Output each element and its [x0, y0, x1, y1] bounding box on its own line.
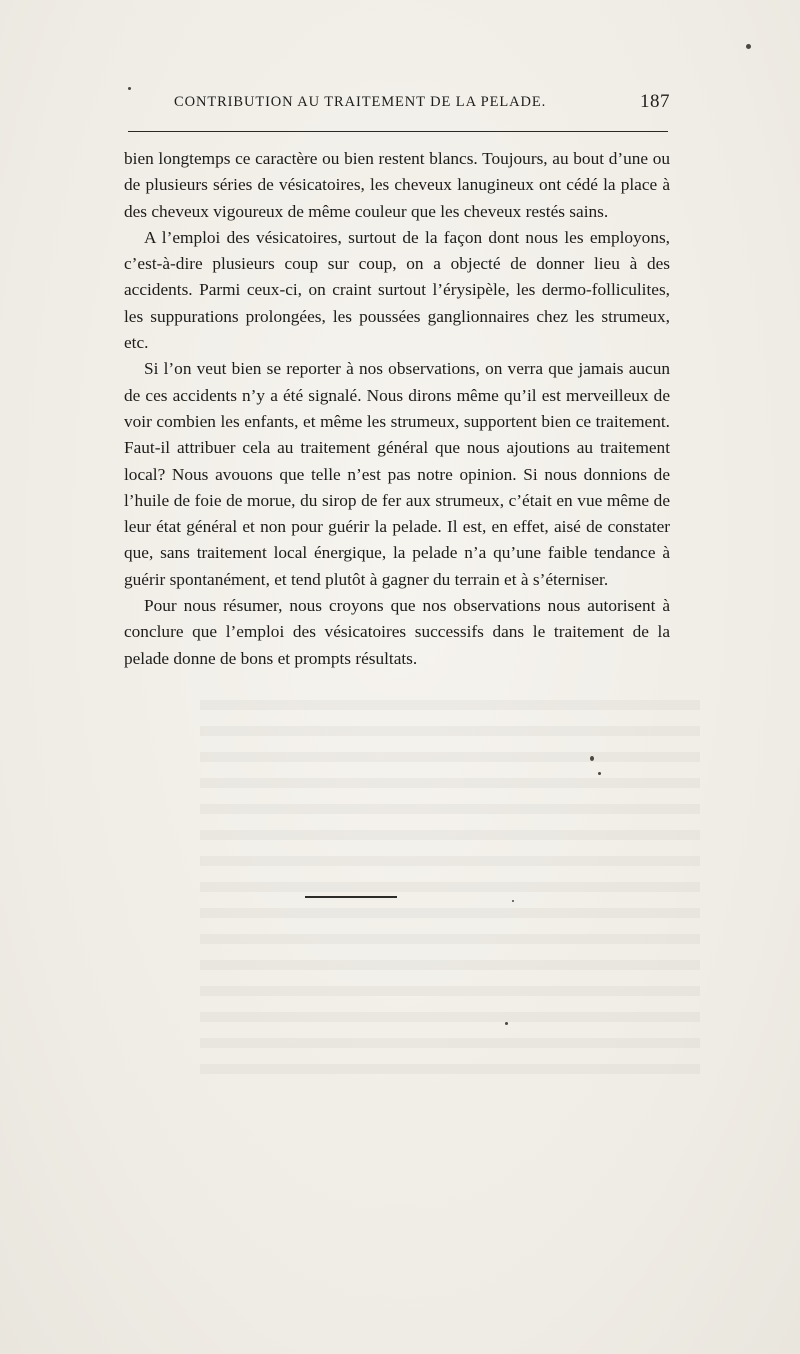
- ink-speck: [505, 1022, 508, 1025]
- page-number: 187: [640, 91, 670, 112]
- page-header: [124, 91, 670, 118]
- ink-speck: [512, 900, 514, 902]
- paragraph: A l’emploi des vésicatoires, surtout de la façon dont nous les employons, c’est-à-dire plusieurs coup sur coup, on a objecté de donner lieu à des accidents. Parmi ceux-ci, on craint surtout l’érysipèle, les dermo-folliculites, les suppurations prolongées, les poussées ganglionnaires chez les strumeux, etc.: [124, 227, 670, 353]
- paragraph: bien longtemps ce caractère ou bien restent blancs. Toujours, au bout d’une ou de plusieurs séries de vésicatoires, les cheveux lanugineux ont cédé la place à des cheveux vigoureux de même couleur que les cheveux restés sains.: [124, 149, 670, 221]
- show-through-bleed: [200, 700, 700, 1080]
- ink-speck: [590, 756, 594, 761]
- ink-speck: [598, 772, 601, 775]
- section-end-rule: [305, 896, 397, 898]
- ink-speck: [746, 44, 751, 49]
- header-rule: [128, 131, 668, 132]
- running-head: CONTRIBUTION AU TRAITEMENT DE LA PELADE.: [174, 94, 547, 110]
- body-text: [124, 146, 670, 672]
- ink-speck: [128, 87, 131, 90]
- paragraph: Si l’on veut bien se reporter à nos observations, on verra que jamais aucun de ces accidents n’y a été signalé. Nous dirons même qu’il est merveilleux de voir combien les enfants, et même les strumeux, supportent bien ce traitement. Faut-il attribuer cela au traitement général que nous ajoutions au traitement local? Nous avouons que telle n’est pas notre opinion. Si nous donnions de l’huile de foie de morue, du sirop de fer aux strumeux, c’était en vue même de leur état général et non pour guérir la pelade. Il est, en effet, aisé de constater que, sans traitement local énergique, la pelade n’a qu’une faible tendance à guérir spontanément, et tend plutôt à gagner du terrain et à s’éterniser.: [124, 359, 670, 589]
- paragraph: Pour nous résumer, nous croyons que nos observations nous autorisent à conclure que l’emploi des vésicatoires successifs dans le traitement de la pelade donne de bons et prompts résultats.: [124, 596, 670, 668]
